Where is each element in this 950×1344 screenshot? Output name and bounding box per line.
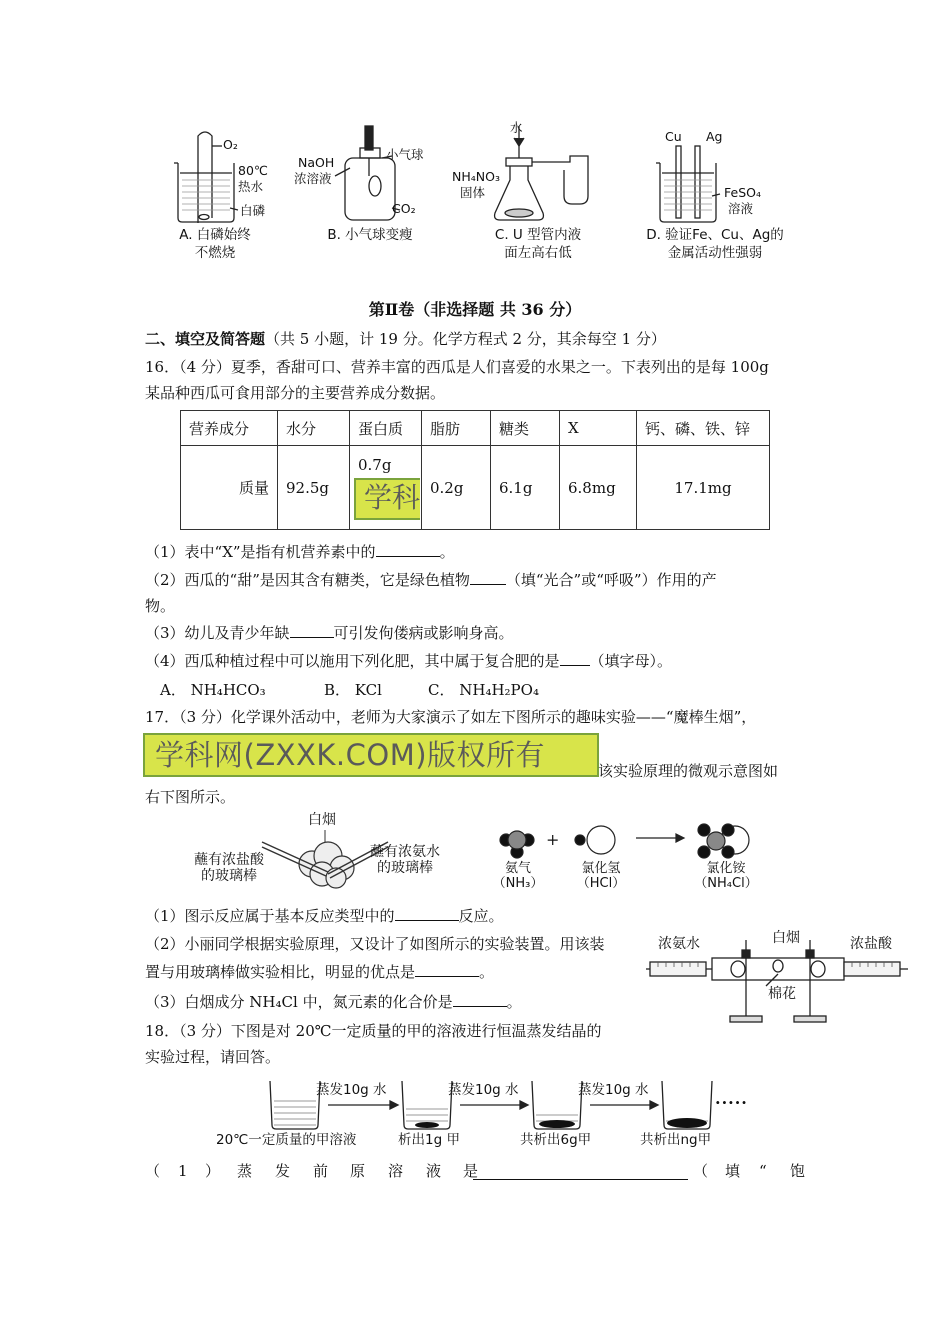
molecule-figure [480, 818, 780, 904]
nutrition-table [180, 410, 770, 530]
evap-label: 蒸发10g 水 [316, 1082, 387, 1098]
fig-d-sol-label: 溶液 [728, 201, 754, 216]
part2-heading [145, 330, 666, 348]
q18-sub1-char: 饱 [790, 1162, 806, 1180]
table-row-label: 质量 [181, 446, 278, 530]
q18-sub1-char: 是 [463, 1162, 479, 1180]
table-header-row [181, 411, 770, 446]
q16-option-c: C． NH₄H₂PO₄ [428, 681, 539, 699]
fig-d-caption-line2: 金属活动性强弱 [667, 245, 763, 262]
q18-sub1-char: 1 [178, 1162, 188, 1180]
q16-sub4-end: （填字母）。 [589, 652, 673, 670]
fig-c-apparatus [495, 126, 588, 220]
h-atom [722, 846, 734, 858]
hcl-conc-label: 浓盐酸 [850, 936, 892, 952]
fig-d-feso4-label: FeSO₄ [724, 185, 761, 200]
q16-option-b: B． KCl [324, 681, 382, 699]
h-atom [575, 835, 585, 845]
q17-sub3-text: （3）白烟成分 NH₄Cl 中，氮元素的化合价是 [145, 993, 453, 1011]
watermark-banner [143, 733, 599, 777]
fig-b-caption: B. 小气球变瘦 [327, 227, 413, 243]
watermark-small [354, 478, 420, 520]
beaker-label: 析出1g 甲 [398, 1132, 460, 1148]
table-header: 钙、磷、铁、锌 [637, 411, 770, 446]
fig-b-balloon-label: 小气球 [386, 147, 424, 162]
q18-sub1-char: （ [693, 1162, 709, 1180]
fig-a-o2-label: O₂ [223, 137, 238, 152]
q17-sub3-end: 。 [506, 993, 522, 1011]
q16-sub2-end: （填“光合”或“呼吸”）作用的产 [505, 571, 717, 589]
cotton-label: 棉花 [768, 986, 796, 1002]
q18-sub1-char: 填 [725, 1162, 741, 1180]
q17-sub1 [145, 907, 504, 925]
hcl-label [566, 862, 636, 892]
evap-label: 蒸发10g 水 [578, 1082, 649, 1098]
q16-sub3-end: 可引发佝偻病或影响身高。 [333, 624, 514, 642]
evaporation-figure [210, 1075, 750, 1155]
q18-sub1-char: （ [145, 1162, 161, 1180]
nh3-formula: （NH₃） [492, 875, 544, 891]
plus-sign: + [546, 830, 560, 849]
fig-a-p-label: 白磷 [240, 203, 266, 218]
answer-blank[interactable] [453, 1006, 507, 1007]
q16-sub2-text: （2）西瓜的“甜”是因其含有糖类，它是绿色植物 [145, 571, 470, 589]
fig-a-caption-line1: A. 白磷始终 [179, 227, 251, 243]
app-smoke-label: 白烟 [772, 930, 800, 946]
answer-blank[interactable] [473, 1162, 688, 1180]
fig-d-caption-line1: D. 验证Fe、Cu、Ag的 [646, 227, 784, 243]
fig-c-caption-line1: C. U 型管内液 [494, 227, 582, 243]
beaker-label: 20℃一定质量的甲溶液 [216, 1132, 357, 1148]
q16-sub1 [145, 543, 455, 561]
q16-line1: 16．（4 分）夏季，香甜可口、营养丰富的西瓜是人们喜爱的水果之一。下表列出的是每 100g [145, 358, 769, 376]
fig-c-nh4no3-label: NH₄NO₃ [452, 169, 500, 184]
q18-sub1-char: “ [759, 1162, 767, 1180]
table-header: 水分 [278, 411, 350, 446]
q17-sub3 [145, 993, 522, 1011]
fig-c-solid-label: 固体 [460, 185, 486, 200]
q17-line3: 右下图所示。 [145, 788, 236, 806]
table-cell: 92.5g [278, 446, 350, 530]
table-row [181, 446, 770, 530]
q18-sub1 [145, 1162, 810, 1186]
right-rod-label [370, 844, 440, 876]
table-header: X [560, 411, 637, 446]
table-header: 蛋白质 [350, 411, 422, 446]
right-rod-label-line2: 的玻璃棒 [377, 860, 433, 877]
evap-label: 蒸发10g 水 [448, 1082, 519, 1098]
left-rod-label [194, 852, 264, 884]
fig-a-caption-line2: 不燃烧 [194, 245, 236, 262]
q18-line2: 实验过程，请回答。 [145, 1048, 281, 1066]
watermark-banner-text: 学科网(ZXXK.COM)版权所有 [155, 738, 546, 772]
part2-rest: （共 5 小题，计 19 分。化学方程式 2 分，其余每空 1 分） [265, 330, 666, 348]
nh4cl-name: 氯化铵 [706, 861, 746, 876]
fig-a-water-label: 热水 [238, 179, 264, 194]
n-atom [508, 831, 526, 849]
q17-line2: 该实验原理的微观示意图如 [598, 762, 779, 780]
q16-sub1-end: 。 [439, 543, 455, 561]
table-cell: 0.2g [422, 446, 491, 530]
n-atom [707, 832, 725, 850]
q17-sub2: （2）小丽同学根据实验原理，又设计了如图所示的实验装置。用该装 [145, 935, 605, 953]
h-atom [698, 846, 710, 858]
table-cell: 6.1g [491, 446, 560, 530]
answer-blank[interactable] [470, 584, 506, 585]
table-header: 营养成分 [181, 411, 278, 446]
nh3-name: 氨气 [504, 861, 531, 876]
q18-sub1-char: 原 [350, 1162, 366, 1180]
fig-a-temp-label: 80℃ [238, 163, 268, 178]
table-cell: 17.1mg [637, 446, 770, 530]
answer-blank[interactable] [560, 665, 590, 666]
fig-b-naoh-label2: 浓溶液 [294, 171, 332, 186]
q16-option-a: A． NH₄HCO₃ [160, 681, 266, 699]
q17-sub1-end: 反应。 [458, 907, 504, 925]
smoke-label: 白烟 [308, 812, 336, 828]
table-header: 脂肪 [422, 411, 491, 446]
fig-c-caption-line2: 面左高右低 [504, 245, 572, 262]
hcl-name: 氯化氢 [581, 861, 621, 876]
h-atom [698, 824, 710, 836]
q16-sub4 [145, 652, 672, 670]
beaker-label: 共析出6g甲 [520, 1132, 592, 1148]
ammonia-label: 浓氨水 [658, 936, 700, 952]
continuation-dots: ..... [715, 1089, 748, 1108]
q17-line1: 17．（3 分）化学课外活动中，老师为大家演示了如左下图所示的趣味实验——“魔棒生烟”， [145, 708, 757, 726]
q16-sub2-cont: 物。 [145, 597, 176, 615]
fig-d-caption [630, 226, 800, 262]
fig-b-apparatus [335, 126, 400, 220]
beaker-label: 共析出ng甲 [640, 1132, 712, 1148]
fig-b-naoh-label: NaOH [298, 155, 335, 170]
q18-sub1-char: ） [205, 1162, 221, 1180]
fig-c-water-label: 水 [510, 120, 523, 135]
answer-blank[interactable] [290, 637, 334, 638]
table-cell: 6.8mg [560, 446, 637, 530]
fig-d-ag-label: Ag [706, 129, 723, 144]
q18-sub1-char: 发 [275, 1162, 291, 1180]
q17-sub2-cont [145, 963, 494, 981]
nh4cl-formula: （NH₄Cl） [694, 875, 758, 891]
cl-atom [587, 826, 615, 854]
fig-b-co2-label: CO₂ [392, 201, 416, 216]
q18-sub1-char: 蒸 [237, 1162, 253, 1180]
answer-blank[interactable] [395, 920, 459, 921]
q17-sub2-text: 置与用玻璃棒做实验相比，明显的优点是 [145, 963, 416, 981]
table-header: 糖类 [491, 411, 560, 446]
section-title: 第Ⅱ卷（非选择题 共 36 分） [368, 300, 582, 319]
apparatus-figure [646, 930, 910, 1026]
answer-blank[interactable] [415, 976, 479, 977]
q16-sub3-text: （3）幼儿及青少年缺 [145, 624, 290, 642]
hcl-formula: （HCl） [576, 875, 626, 891]
nh3-label [490, 862, 546, 892]
h-atom [722, 824, 734, 836]
table-cell: 0.7g [358, 456, 392, 474]
q18-sub1-char: 液 [426, 1162, 442, 1180]
nh4cl-label [686, 862, 766, 892]
part2-head: 二、填空及简答题 [145, 330, 266, 348]
magic-rod-figure [190, 812, 460, 904]
fig-d-cu-label: Cu [665, 129, 682, 144]
answer-blank[interactable] [376, 556, 440, 557]
watermark-small-label: 学科 [364, 481, 420, 514]
right-rod-label-line1: 蘸有浓氨水 [370, 844, 440, 860]
q17-sub1-text: （1）图示反应属于基本反应类型中的 [145, 907, 395, 925]
q16-sub1-text: （1）表中“X”是指有机营养素中的 [145, 543, 376, 561]
left-rod-label-line2: 的玻璃棒 [201, 868, 257, 885]
q18-line1: 18．（3 分）下图是对 20℃一定质量的甲的溶液进行恒温蒸发结晶的 [145, 1022, 602, 1040]
q15-figure [160, 118, 810, 268]
q18-sub1-char: 前 [313, 1162, 329, 1180]
fig-c-caption [478, 226, 598, 262]
q16-line2: 某品种西瓜可食用部分的主要营养成分数据。 [145, 384, 446, 402]
left-rod-label-line1: 蘸有浓盐酸 [194, 852, 264, 868]
fig-a-caption [170, 226, 260, 262]
q18-sub1-char: 溶 [388, 1162, 404, 1180]
table-cell-protein [350, 446, 422, 530]
q16-sub3 [145, 624, 514, 642]
q16-sub4-text: （4）西瓜种植过程中可以施用下列化肥，其中属于复合肥的是 [145, 652, 560, 670]
q16-sub2 [145, 571, 717, 589]
fig-d-apparatus [656, 146, 720, 222]
q17-sub2-end: 。 [479, 963, 495, 981]
